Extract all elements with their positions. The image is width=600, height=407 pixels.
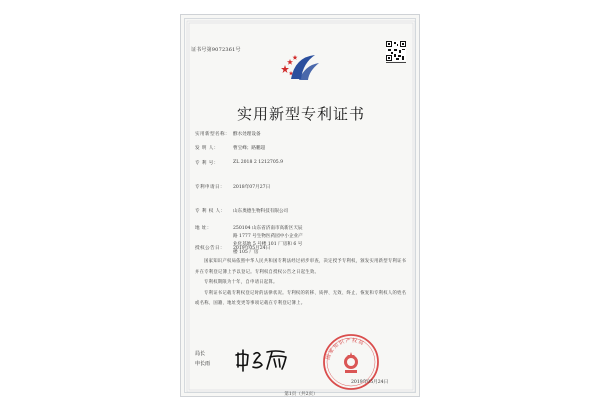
field-label: 授权公告日：: [195, 246, 225, 251]
field-name: [195, 131, 410, 138]
field-value: 250104 山东省济南市高新区天辰路 1777 号生物医药园中小企业产业化基地 5 号楼 101 厂房和 6 号楼 105 厂房: [233, 226, 303, 255]
field-inventor: [195, 145, 410, 152]
svg-text:国家知识产权局: 国家知识产权局: [325, 337, 366, 361]
seal-date: 2019年05月24日: [351, 380, 389, 385]
patent-certificate: [180, 14, 420, 397]
field-patentee: [195, 208, 410, 215]
handwritten-signature: [234, 345, 294, 373]
field-value: 酵水处理设备: [233, 132, 261, 137]
body-paragraph: 专利权期限为十年，自申请日起算。: [204, 280, 278, 285]
field-value: 曹宝峰；路鹏超: [233, 146, 266, 151]
certificate-title: 实用新型专利证书: [236, 105, 365, 123]
field-value: 山东奥德生物科技有限公司: [233, 209, 289, 214]
qr-code-icon: [386, 41, 406, 65]
field-label: 实用新型名称：: [195, 132, 230, 137]
body-paragraph: 国家知识产权局依照中华人民共和国专利法经过初步审查，决定授予专利权，颁发实用新型专利证书并在专利登记簿上予以登记。专利权自授权公告之日起生效。: [195, 259, 407, 275]
signatory-title: 局长: [195, 351, 206, 357]
field-grant-date: [195, 245, 410, 252]
page-footer: 第1页（共2页）: [284, 392, 318, 397]
field-label: 专 利 权 人：: [195, 209, 226, 214]
signatory-labels: [195, 349, 210, 369]
field-application-date: [195, 184, 410, 191]
serial-number: 证书号第9072361号: [191, 47, 241, 53]
field-value: ZL 2018 2 1212705.9: [233, 160, 284, 165]
field-label: 专 利 号：: [195, 161, 219, 166]
cnipa-logo-icon: [281, 49, 321, 87]
field-value: 2019年05月24日: [233, 246, 271, 251]
field-label: 专利申请日：: [195, 185, 225, 190]
field-label: 发 明 人：: [195, 146, 219, 151]
field-label: 地 址：: [195, 226, 212, 231]
certificate-body: [195, 257, 410, 310]
field-value: 2018年07月27日: [233, 185, 271, 190]
signatory-name: 申长雨: [195, 361, 211, 367]
field-patent-number: [195, 160, 410, 167]
body-paragraph: 专利证书记载专利权登记时的法律状况。专利权的转移、质押、无效、终止、恢复和专利权人的姓名或名称、国籍、地址变更等事项记载在专利登记簿上。: [195, 290, 407, 306]
